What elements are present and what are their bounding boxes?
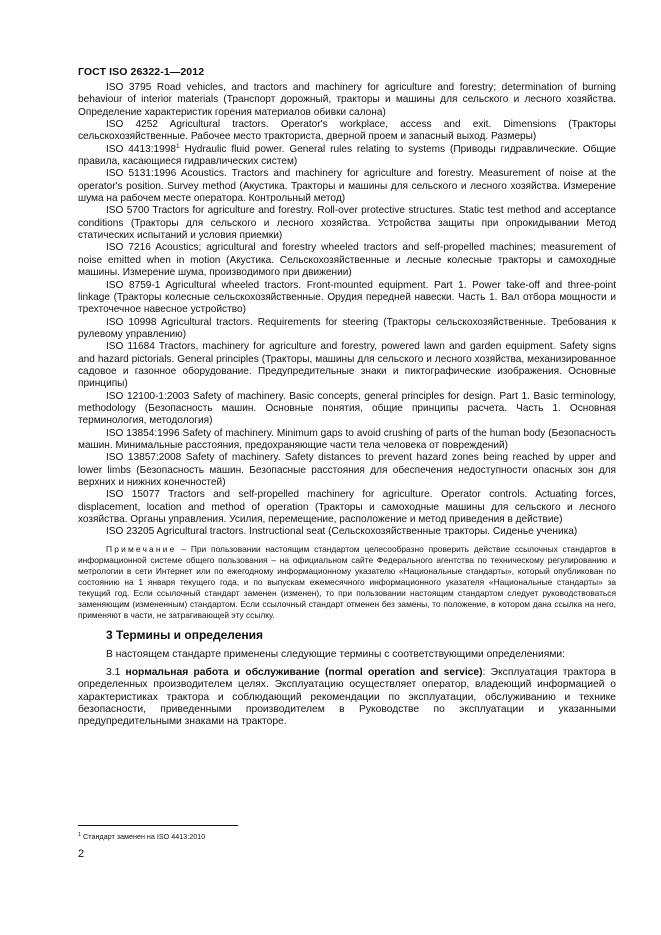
note-label: Примечание <box>106 543 177 554</box>
term-text: : Эксплуатация трактора в определенных производителем целях. Эксплуатацию осуществляет оператор, владеющий информацией о характеристиках трактора и соблюдающий рекомендации по эксплуатации, обслуживанию и технике безопасности, приведенными производителем в Руководстве по эксплуатации и указанными предупредительными знаками на тракторе. <box>78 666 616 728</box>
footnote <box>78 832 205 841</box>
reference-code: ISO 4413:1998 <box>106 143 176 155</box>
term-number: 3.1 <box>106 666 126 678</box>
term-name: нормальная работа и обслуживание (normal operation and service) <box>125 666 483 678</box>
section-title: 3 Термины и определения <box>106 628 264 643</box>
page-body <box>78 82 616 729</box>
reference-iso-13854: ISO 13854:1996 Safety of machinery. Minimum gaps to avoid crushing of parts of the human body (Безопасность машин. Минимальные расстояния, предохраняющие части тела человека от повреждений) <box>78 427 616 451</box>
footnote-divider <box>78 825 238 826</box>
reference-iso-4413 <box>78 144 616 169</box>
reference-iso-13857: ISO 13857:2008 Safety of machinery. Safety distances to prevent hazard zones being reached by upper and lower limbs (Безопасность машин. Безопасные расстояния для обеспечения недоступности опасных зон для верхних и нижних конечностей) <box>78 452 616 488</box>
section-intro: В настоящем стандарте применены следующие термины с соответствующими определениями: <box>106 649 566 661</box>
reference-iso-11684: ISO 11684 Tractors, machinery for agriculture and forestry, powered lawn and garden equipment. Safety signs and hazard pictorials. General principles (Тракторы, машины для сельского и лесного хозяйства, механизированное садовое и газонное оборудование. Предупредительные знаки и пиктографические изображения. Основные принципы) <box>78 341 616 390</box>
reference-iso-8759-1: ISO 8759-1 Agricultural wheeled tractors. Front-mounted equipment. Part 1. Power take-off and three-point linkage (Тракторы колесные сельскохозяйственные. Орудия передней навески. Часть 1. Вал отбора мощности и трехточечное навесное устройство) <box>78 279 616 316</box>
reference-iso-15077: ISO 15077 Tractors and self-propelled machinery for agriculture. Operator controls. Actuating forces, displacement, location and method of operation (Тракторы и самоходные машины для сельского и лесного хозяйства. Органы управления. Усилия, перемещение, расположение и метод приведения в действие) <box>78 489 616 526</box>
reference-iso-3795: ISO 3795 Road vehicles, and tractors and machinery for agriculture and forestry; determination of burning behaviour of interior materials (Транспорт дорожный, тракторы и машины для сельского и лесного хозяйства. Определение характеристик горения материалов обивки салона) <box>78 82 616 118</box>
note-text: – При пользовании настоящим стандартом целесообразно проверить действие ссылочных стандартов в информационной системе общего пользования – на официальном сайте Федерального агентства по техническому регулированию и метрологии в сети Интернет или по ежегодному информационному указателю «Национальные стандарты», который опубликован по состоянию на 1 января текущего года, и по выпускам ежемесячного информационного указателя «Национальные стандарты» за текущий год. Если ссылочный стандарт заменен (изменен), то при пользовании настоящим стандартом следует руководствоваться заменяющим (измененным) стандартом. Если ссылочный стандарт отменен без замены, то положение, в котором дана ссылка на него, применяют в части, не затрагивающей эту ссылку. <box>78 543 616 621</box>
reference-iso-12100-1: ISO 12100-1:2003 Safety of machinery. Basic concepts, general principles for design. Part 1. Basic terminology, methodology (Безопасность машин. Основные понятия, общие принципы расчета. Часть 1. Основная терминология, методология) <box>78 390 616 427</box>
note-paragraph <box>78 544 616 622</box>
page-number: 2 <box>78 848 85 860</box>
reference-iso-5700: ISO 5700 Tractors for agriculture and forestry. Roll-over protective structures. Static test method and acceptance conditions (Тракторы для сельского и лесного хозяйства. Устройства защиты при опрокидывании Метод статических испытаний и условия приемки) <box>78 205 616 242</box>
standard-header: ГОСТ ISO 26322-1—2012 <box>78 66 205 78</box>
reference-iso-7216: ISO 7216 Acoustics; agricultural and forestry wheeled tractors and self-propelled machines; measurement of noise emitted when in motion (Акустика. Сельскохозяйственные и лесные колесные тракторы и самоходные машины. Измерение шума, производимого при движении) <box>78 242 616 279</box>
term-definition <box>78 667 616 729</box>
reference-iso-4252: ISO 4252 Agricultural tractors. Operator's workplace, access and exit. Dimensions (Тракторы сельскохозяйственные. Рабочее место тракториста, дверной проем и запасный выход. Размеры) <box>78 119 616 143</box>
reference-iso-10998: ISO 10998 Agricultural tractors. Requirements for steering (Тракторы сельскохозяйственные. Требования к рулевому управлению) <box>78 316 616 340</box>
footnote-text: Стандарт заменен на ISO 4413:2010 <box>81 832 206 841</box>
footnote-marker: 1 <box>175 142 180 150</box>
reference-description: Hydraulic fluid power. General rules relating to systems (Приводы гидравлические. Общие правила, касающиеся гидравлических систем) <box>78 143 616 168</box>
reference-iso-5131: ISO 5131:1996 Acoustics. Tractors and machinery for agriculture and forestry. Measurement of noise at the operator's position. Survey method (Акустика. Тракторы и машины для сельского и лесного хозяйства. Измерение шума на рабочем месте оператора. Контрольный метод) <box>78 168 616 205</box>
footnote-number: 1 <box>78 832 82 838</box>
reference-iso-23205: ISO 23205 Agricultural tractors. Instructional seat (Сельскохозяйственные тракторы. Сиденье ученика) <box>106 526 578 538</box>
